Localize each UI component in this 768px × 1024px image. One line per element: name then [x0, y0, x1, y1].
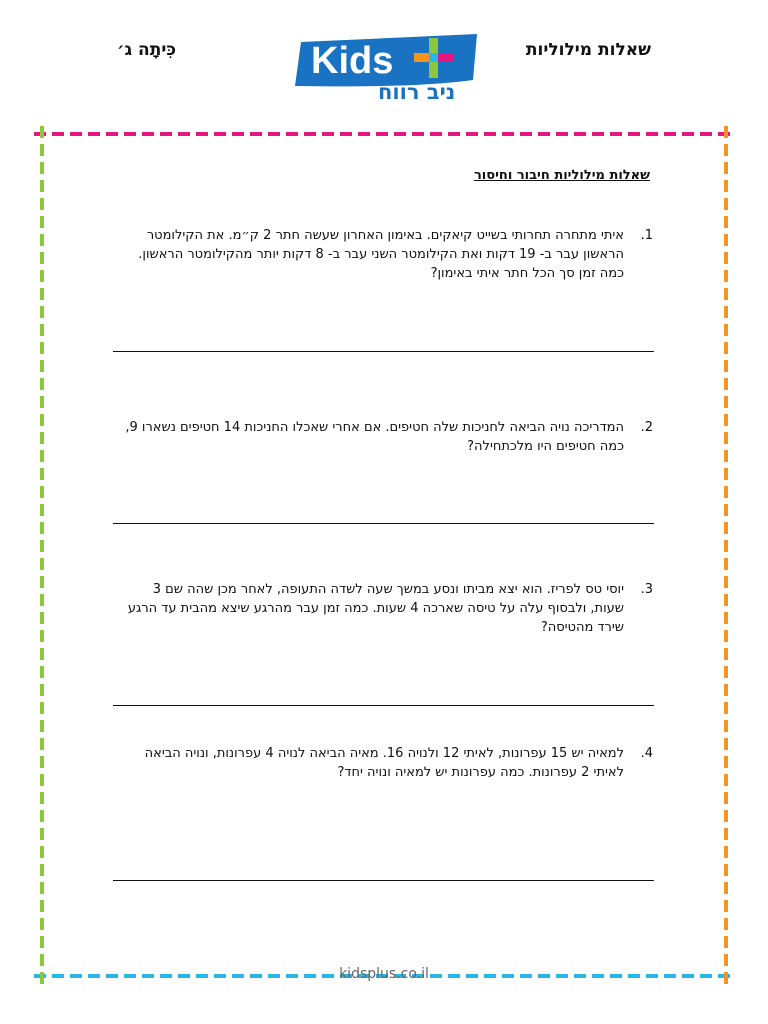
question-text: למאיה יש 15 עפרונות, לאיתי 12 ולנויה 16. מאיה הביאה לנויה 4 עפרונות, ונויה הביאה לאיתי 2 עפרונות. כמה עפרונות יש למאיה ונויה יחד? — [144, 746, 624, 780]
answer-line-2[interactable] — [113, 523, 654, 524]
question-number: 4. — [640, 746, 653, 761]
question-1 — [118, 226, 653, 283]
question-3 — [118, 580, 653, 637]
grade-label: כִּיתָה ג׳ — [117, 40, 176, 60]
question-text: איתי מתחרה תחרותי בשייט קיאקים. באימון האחרון שעשה חתר 2 ק״מ. את הקילומטר הראשון עבר ב- 19 דקות ואת הקילומטר השני עבר ב- 8 דקות יותר מהקילומטר הראשון. כמה זמן סך הכל חתר איתי באימון? — [138, 228, 624, 281]
question-2 — [118, 418, 653, 456]
answer-line-4[interactable] — [113, 880, 654, 881]
question-4 — [118, 744, 653, 782]
logo-subtitle: ניב רווח — [378, 80, 456, 104]
question-number: 3. — [640, 582, 653, 597]
question-number: 1. — [640, 228, 653, 243]
answer-line-1[interactable] — [113, 351, 654, 352]
worksheet-topic: שאלות מילוליות — [525, 40, 651, 60]
footer-url[interactable]: kidsplus.co.il — [339, 966, 429, 982]
logo-brand-text: Kids — [311, 40, 394, 82]
worksheet-title: שאלות מילוליות חיבור וחיסור — [473, 168, 650, 183]
question-number: 2. — [640, 420, 653, 435]
answer-line-3[interactable] — [113, 705, 654, 706]
question-text: יוסי טס לפריז. הוא יצא מביתו ונסע במשך שעה לשדה התעופה, לאחר מכן שהה שם 3 שעות, ולבסוף עלה על טיסה שארכה 4 שעות. כמה זמן עבר מהרגע שיצא מהבית עד הרגע שירד מהטיסה? — [127, 582, 624, 635]
question-text: המדריכה נויה הביאה לחניכות שלה חטיפים. אם אחרי שאכלו החניכות 14 חטיפים נשארו 9, כמה חטיפים היו מלכתחילה? — [125, 420, 624, 454]
